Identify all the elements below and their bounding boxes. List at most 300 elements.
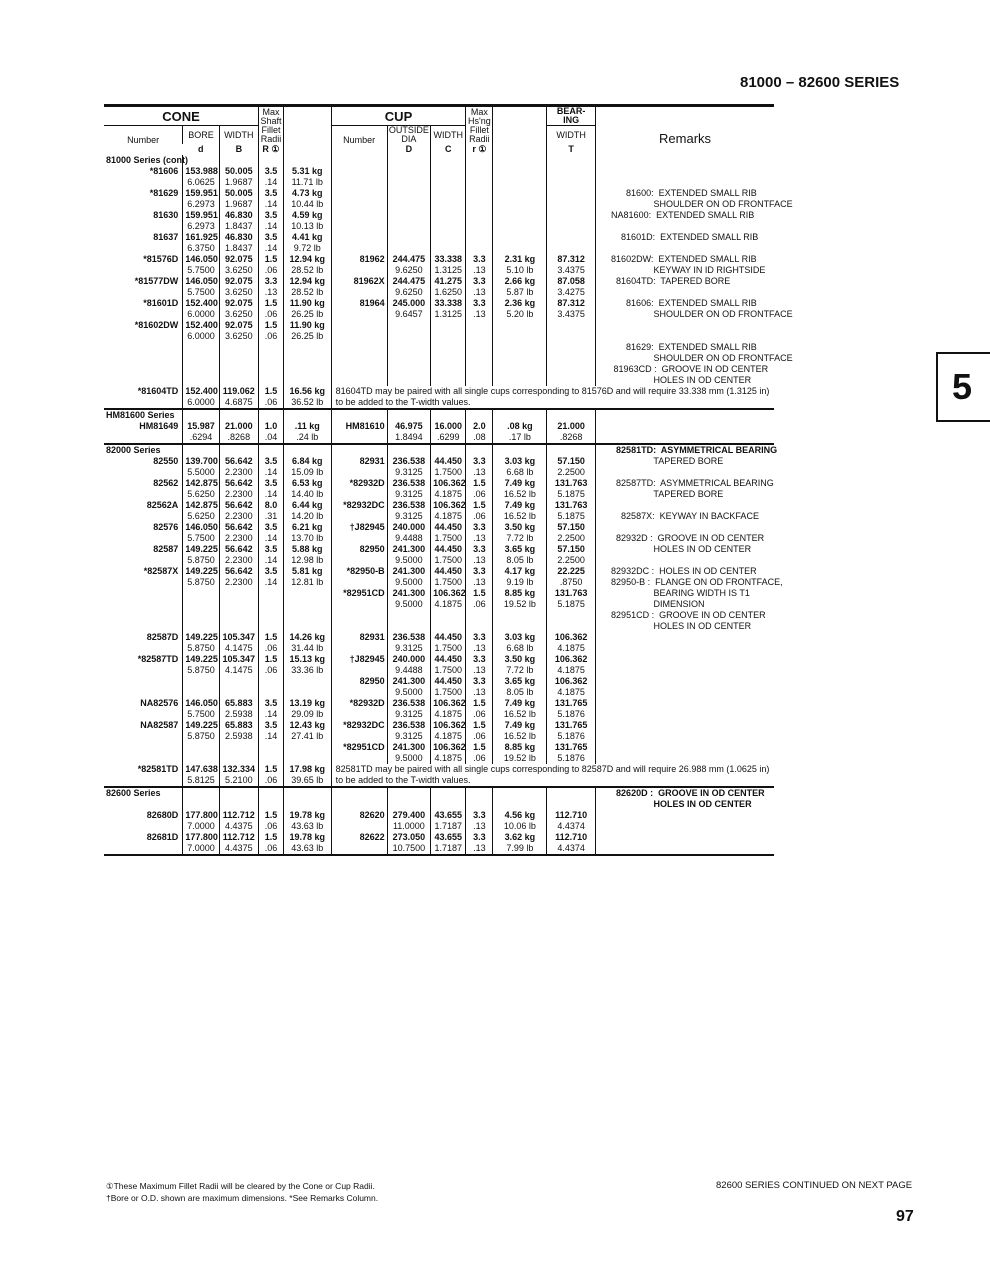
metric-value: 236.538: [392, 500, 426, 510]
inch-value: 3.6250: [225, 331, 253, 341]
section-label: HM81600 Series: [104, 409, 183, 421]
metric-value: 3.5: [264, 698, 278, 708]
metric-value: 57.150: [557, 522, 585, 532]
bearing-width-cell: [547, 676, 596, 698]
inch-value: 10.7500: [392, 843, 426, 853]
metric-value: 1.5: [264, 832, 278, 842]
cup-weight-cell: [493, 676, 547, 698]
cup-width-cell: [431, 210, 466, 232]
remarks-cell: [596, 654, 774, 676]
metric-value: [433, 166, 463, 177]
width-cell: [219, 276, 258, 298]
metric-value: 56.642: [225, 566, 253, 576]
inch-value: 14.40 lb: [291, 489, 324, 499]
metric-value: 21.000: [225, 421, 253, 431]
empty-cell: [283, 787, 331, 810]
remarks-cell: 82581TD: ASYMMETRICAL BEARING: [596, 444, 774, 456]
bearing-width-cell: [547, 188, 596, 210]
metric-value: 132.334: [222, 764, 256, 774]
metric-value: 1.5: [473, 478, 486, 488]
remarks-cell: HOLES IN OD CENTER: [596, 544, 774, 566]
inch-value: 7.0000: [187, 843, 215, 853]
cone-number: 82576: [153, 522, 179, 532]
metric-value: 41.275: [434, 276, 463, 286]
metric-value: 65.883: [225, 720, 253, 730]
cone-weight-cell: [283, 210, 331, 232]
inch-value: [495, 331, 544, 342]
inch-value: 1.7187: [434, 821, 463, 831]
inch-value: 2.5938: [225, 731, 253, 741]
metric-value: [261, 742, 281, 753]
remarks-cell: 82587X: KEYWAY IN BACKFACE: [596, 500, 774, 522]
inch-value: 9.3125: [395, 467, 423, 477]
housing-radii-cell: [466, 742, 493, 764]
bearing-width-cell: [547, 421, 596, 444]
cup-number-header: Number: [331, 126, 387, 156]
metric-value: 245.000: [392, 298, 426, 308]
metric-value: 3.5: [264, 188, 278, 198]
inch-value: 9.6457: [395, 309, 423, 319]
width-cell: [219, 632, 258, 654]
metric-value: 44.450: [434, 522, 463, 532]
cup-number: 81962: [331, 254, 387, 276]
inch-value: 4.4374: [557, 821, 585, 831]
metric-value: 1.5: [264, 810, 278, 820]
cup-width-cell: [431, 742, 466, 764]
metric-value: 16.56 kg: [289, 386, 326, 396]
table-row: [104, 522, 774, 544]
inch-value: .14: [264, 577, 278, 587]
shaft-radii-cell: [259, 632, 284, 654]
metric-value: 4.56 kg: [504, 810, 536, 820]
inch-value: 26.25 lb: [291, 331, 324, 341]
metric-value: [185, 742, 216, 753]
cup-weight-cell: [493, 276, 547, 298]
cone-weight-cell: [283, 478, 331, 500]
metric-value: [549, 166, 593, 177]
width-cell: [219, 720, 258, 742]
housing-radii-cell: [466, 698, 493, 720]
outside-dia-cell: [387, 232, 431, 254]
inch-value: [433, 199, 463, 210]
bore-cell: [183, 698, 219, 720]
cup-width-cell: [431, 276, 466, 298]
outside-dia-cell: [387, 210, 431, 232]
cup-width-cell: [431, 232, 466, 254]
inch-value: .24 lb: [296, 432, 319, 442]
metric-value: 3.3: [473, 298, 486, 308]
inch-value: [549, 331, 593, 342]
inch-value: 4.4375: [225, 821, 253, 831]
table-row: [104, 720, 774, 742]
inch-value: [495, 221, 544, 232]
bearing-width-cell: [547, 588, 596, 632]
empty-cell: [183, 409, 219, 421]
metric-value: 44.450: [434, 676, 463, 686]
cone-number: NA82576: [140, 698, 179, 708]
cup-width-cell: [431, 588, 466, 632]
inch-value: 5.1875: [557, 489, 585, 499]
cup-weight-cell: [493, 632, 547, 654]
inch-value: .13: [473, 309, 486, 319]
cup-weight-cell: [493, 654, 547, 676]
metric-value: 161.925: [185, 232, 218, 242]
inch-value: 6.0000: [187, 331, 215, 341]
inch-value: 16.52 lb: [503, 709, 536, 719]
cup-weight-cell: [493, 522, 547, 544]
cup-number: †J82945: [331, 522, 387, 544]
inch-value: .14: [264, 199, 278, 209]
metric-value: 56.642: [225, 522, 253, 532]
empty-cell: [183, 155, 219, 166]
cone-weight-cell: [283, 676, 331, 698]
metric-value: 2.31 kg: [504, 254, 536, 264]
cone-number: [104, 676, 183, 698]
inch-value: 9.6250: [395, 287, 423, 297]
remarks-cell: TAPERED BORE: [596, 456, 774, 478]
inch-value: 4.1875: [434, 599, 463, 609]
inch-value: 3.4275: [557, 287, 585, 297]
outside-dia-cell: [387, 720, 431, 742]
housing-radii-cell: [466, 276, 493, 298]
inch-value: 2.2500: [557, 467, 585, 477]
cup-number: *82932DC: [331, 500, 387, 522]
shaft-radii-cell: [259, 500, 284, 522]
metric-value: [495, 166, 544, 177]
cone-number: *81602DW: [134, 320, 179, 330]
inch-value: .06: [473, 489, 486, 499]
inch-value: 9.5000: [395, 555, 423, 565]
empty-cell: [547, 444, 596, 456]
cup-number: 81964: [331, 298, 387, 320]
inch-value: 5.7500: [187, 533, 215, 543]
inch-value: 5.8750: [187, 577, 215, 587]
outside-dia-cell: [387, 298, 431, 320]
inch-value: 31.44 lb: [291, 643, 324, 653]
cup-width-cell: [431, 478, 466, 500]
inch-value: 14.20 lb: [291, 511, 324, 521]
inch-value: 5.7500: [187, 287, 215, 297]
bearing-width-cell: [547, 456, 596, 478]
metric-value: 92.075: [225, 276, 253, 286]
metric-value: 12.94 kg: [289, 276, 326, 286]
bore-cell: [183, 232, 219, 254]
metric-value: 106.362: [554, 676, 588, 686]
bore-cell: [183, 832, 219, 855]
metric-value: 241.300: [392, 566, 426, 576]
remarks-cell: [596, 155, 774, 166]
section-row: [104, 444, 774, 456]
empty-cell: [331, 409, 387, 421]
bearing-width-cell: [547, 166, 596, 188]
inch-value: .8750: [559, 577, 583, 587]
inch-value: 5.8750: [187, 555, 215, 565]
section-tab: 5: [936, 352, 990, 422]
outside-dia-cell: [387, 478, 431, 500]
bearing-width-cell: [547, 478, 596, 500]
bearing-width-cell: [547, 566, 596, 588]
inch-value: 10.44 lb: [291, 199, 324, 209]
metric-value: 19.78 kg: [289, 810, 326, 820]
remarks-cell: [596, 166, 774, 188]
inch-value: 43.63 lb: [291, 821, 324, 831]
metric-value: 131.765: [554, 698, 588, 708]
inch-value: 3.6250: [225, 309, 253, 319]
cone-number: 81630: [153, 210, 179, 220]
metric-value: 106.362: [433, 698, 466, 708]
inch-value: 1.6250: [434, 287, 463, 297]
shaft-radii-cell: [259, 421, 284, 444]
table-row: [104, 588, 774, 632]
metric-value: 241.300: [392, 588, 426, 598]
bore-cell: [183, 386, 219, 409]
sym-D: D: [387, 144, 431, 155]
empty-cell: [219, 409, 258, 421]
inch-value: 5.2100: [225, 775, 253, 785]
inch-value: .14: [264, 243, 278, 253]
table-row: [104, 654, 774, 676]
inch-value: .14: [264, 489, 278, 499]
inch-value: 11.0000: [392, 821, 425, 831]
inch-value: 5.6250: [187, 511, 215, 521]
cup-width-cell: [431, 632, 466, 654]
metric-value: 149.225: [185, 566, 218, 576]
width-cell: [219, 698, 258, 720]
metric-value: 7.49 kg: [504, 478, 536, 488]
cone-weight-cell: [283, 421, 331, 444]
metric-value: 3.3: [473, 676, 486, 686]
metric-value: 3.3: [473, 832, 486, 842]
metric-value: 92.075: [225, 298, 253, 308]
empty-cell: [493, 444, 547, 456]
metric-value: 4.41 kg: [291, 232, 323, 242]
shaft-radii-cell: [259, 764, 284, 787]
metric-value: 177.800: [185, 832, 218, 842]
metric-value: [468, 320, 490, 331]
remarks-cell: 81606: EXTENDED SMALL RIB SHOULDER ON OD FRONTFACE: [596, 298, 774, 320]
metric-value: 43.655: [434, 832, 463, 842]
cup-width-cell: [431, 720, 466, 742]
metric-value: 6.44 kg: [291, 500, 323, 510]
metric-value: 147.638: [185, 764, 218, 774]
metric-value: 8.85 kg: [504, 588, 536, 598]
inch-value: .13: [473, 643, 486, 653]
cup-weight-cell: [493, 254, 547, 276]
housing-radii-cell: [466, 188, 493, 210]
cup-weight-cell: [493, 478, 547, 500]
inch-value: 36.52 lb: [291, 397, 324, 407]
cup-weight-cell: [493, 210, 547, 232]
cup-width-cell: [431, 832, 466, 855]
bearing-width-cell: [547, 632, 596, 654]
bore-cell: [183, 676, 219, 698]
metric-value: [185, 588, 216, 599]
inch-value: .06: [473, 753, 486, 763]
cone-weight-cell: [283, 832, 331, 855]
metric-value: 92.075: [225, 320, 253, 330]
inch-value: .14: [264, 709, 278, 719]
outside-dia-cell: [387, 522, 431, 544]
shaft-radii-cell: [259, 276, 284, 298]
inch-value: .06: [473, 709, 486, 719]
inch-value: [549, 177, 593, 188]
metric-value: 5.88 kg: [291, 544, 323, 554]
inch-value: 4.1875: [434, 489, 463, 499]
bore-cell: [183, 566, 219, 588]
empty-cell: [331, 444, 387, 456]
inch-value: [549, 243, 593, 254]
inch-value: .13: [473, 533, 486, 543]
metric-value: 57.150: [557, 544, 585, 554]
cone-weight-cell: [283, 654, 331, 676]
cup-weight-cell: [493, 832, 547, 855]
metric-value: 1.0: [264, 421, 278, 431]
inch-value: 6.0000: [187, 309, 215, 319]
metric-value: 244.475: [392, 254, 426, 264]
metric-value: 56.642: [225, 544, 253, 554]
inch-value: 7.0000: [187, 821, 215, 831]
inch-value: [495, 243, 544, 254]
inch-value: .13: [473, 577, 486, 587]
cup-number: *82950-B: [331, 566, 387, 588]
shaft-radii-cell: [259, 298, 284, 320]
inch-value: 33.36 lb: [291, 665, 324, 675]
empty-cell: [431, 155, 466, 166]
cup-number: *82932D: [331, 698, 387, 720]
cone-weight-cell: [283, 188, 331, 210]
inch-value: .13: [473, 555, 486, 565]
metric-value: 139.700: [185, 456, 218, 466]
outside-dia-cell: [387, 654, 431, 676]
metric-value: 56.642: [225, 500, 253, 510]
metric-value: 1.5: [264, 386, 278, 396]
table-row: [104, 188, 774, 210]
metric-value: 3.3: [473, 544, 486, 554]
metric-value: 241.300: [392, 676, 426, 686]
max-shaft-header: Max Shaft Fillet Radii: [260, 106, 282, 144]
empty-cell: [283, 409, 331, 421]
inch-value: 4.4374: [557, 843, 585, 853]
cup-width-cell: [431, 522, 466, 544]
inch-value: .13: [473, 843, 486, 853]
metric-value: 106.362: [433, 742, 466, 752]
inch-value: 12.81 lb: [291, 577, 324, 587]
metric-value: 4.59 kg: [291, 210, 323, 220]
empty-cell: [183, 787, 219, 810]
outside-dia-cell: [387, 544, 431, 566]
inch-value: [286, 599, 329, 610]
cup-weight-cell: [493, 566, 547, 588]
inch-value: 16.52 lb: [503, 511, 536, 521]
bearing-width-header: WIDTH: [547, 126, 596, 145]
inch-value: 1.8494: [395, 432, 423, 442]
empty-cell: [466, 787, 493, 810]
housing-radii-cell: [466, 720, 493, 742]
width-cell: [219, 478, 258, 500]
width-cell: [219, 232, 258, 254]
inch-value: 1.3125: [434, 265, 463, 275]
cone-weight-cell: [283, 386, 331, 409]
inch-value: [433, 221, 463, 232]
metric-value: 131.763: [554, 588, 588, 598]
inch-value: [261, 599, 281, 610]
empty-cell: [183, 444, 219, 456]
inch-value: 1.8437: [225, 243, 253, 253]
metric-value: 87.312: [557, 254, 585, 264]
inch-value: [468, 331, 490, 342]
metric-value: 146.050: [185, 276, 218, 286]
housing-radii-cell: [466, 566, 493, 588]
bearing-width-cell: [547, 500, 596, 522]
cone-number: 82562A: [146, 500, 179, 510]
metric-value: 105.347: [222, 654, 256, 664]
metric-value: 131.763: [554, 500, 588, 510]
metric-value: 106.362: [554, 654, 588, 664]
cone-weight-cell: [283, 698, 331, 720]
metric-value: .11 kg: [294, 421, 320, 431]
inch-value: 9.4488: [395, 533, 423, 543]
inch-value: .06: [264, 309, 278, 319]
footnote: †Bore or O.D. shown are maximum dimensions. *See Remarks Column.: [106, 1193, 379, 1203]
cup-weight-cell: [493, 188, 547, 210]
metric-value: 57.150: [557, 456, 585, 466]
empty-cell: [431, 444, 466, 456]
shaft-radii-cell: [259, 832, 284, 855]
table-row: [104, 698, 774, 720]
inch-value: [222, 687, 256, 698]
cup-number: *82951CD: [331, 588, 387, 632]
inch-value: 29.09 lb: [291, 709, 324, 719]
cone-weight-cell: [283, 500, 331, 522]
metric-value: 19.78 kg: [289, 832, 326, 842]
inch-value: 5.1876: [557, 731, 585, 741]
inch-value: [222, 599, 256, 610]
shaft-radii-cell: [259, 456, 284, 478]
cone-number: [104, 588, 183, 632]
cone-weight-header: [283, 106, 331, 156]
inch-value: 7.99 lb: [506, 843, 534, 853]
metric-value: [261, 676, 281, 687]
metric-value: 152.400: [185, 298, 218, 308]
empty-cell: [219, 787, 258, 810]
remarks-cell: 82932DC : HOLES IN OD CENTER 82950-B : FLANGE ON OD FRONTFACE,: [596, 566, 774, 588]
metric-value: [390, 232, 429, 243]
cone-number: 82562: [153, 478, 179, 488]
empty-cell: [387, 155, 431, 166]
inch-value: 1.7500: [434, 687, 463, 697]
inch-value: 2.2300: [225, 489, 253, 499]
inch-value: 5.8750: [187, 643, 215, 653]
metric-value: 236.538: [392, 632, 426, 642]
metric-value: 1.5: [264, 320, 278, 330]
metric-value: 12.43 kg: [289, 720, 326, 730]
metric-value: [185, 676, 216, 687]
inch-value: 5.8750: [187, 731, 215, 741]
metric-value: 11.90 kg: [289, 320, 325, 330]
metric-value: [222, 676, 256, 687]
metric-value: 112.712: [222, 810, 255, 820]
metric-value: 46.830: [225, 210, 253, 220]
metric-value: 1.5: [264, 764, 278, 774]
table-row: [104, 500, 774, 522]
remarks-cell: [596, 810, 774, 832]
bore-cell: [183, 166, 219, 188]
cup-width-cell: [431, 654, 466, 676]
inch-value: 3.6250: [225, 265, 253, 275]
cone-number: *81576D: [143, 254, 179, 264]
bearing-table: [104, 104, 793, 856]
inch-value: [433, 177, 463, 188]
